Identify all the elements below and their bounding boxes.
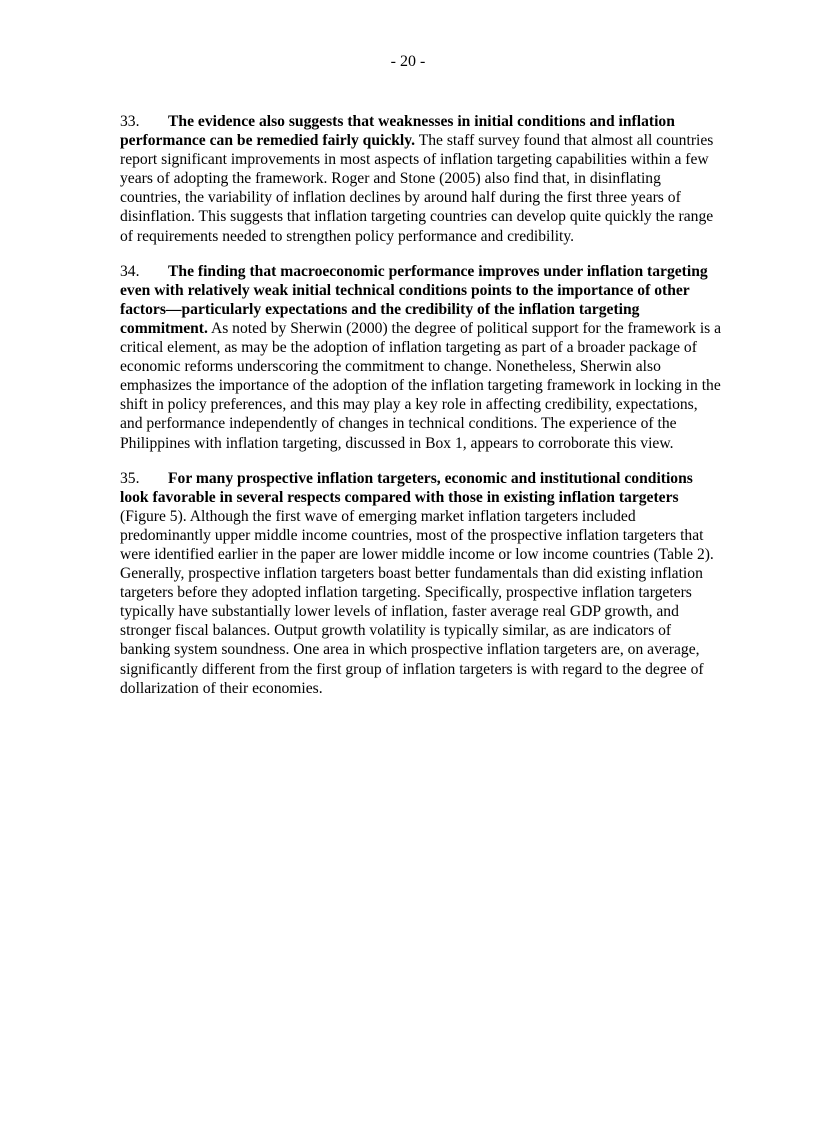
paragraph-34 [120, 262, 723, 453]
paragraph-body: (Figure 5). Although the first wave of emerging market inflation targeters included predominantly upper middle income countries, most of the prospective inflation targeters that were identified earlier in the paper are lower middle income or low income countries (Table 2). Generally, prospective inflation targeters boast better fundamentals than did existing inflation targeters before they adopted inflation targeting. Specifically, prospective inflation targeters typically have substantially lower levels of inflation, faster average real GDP growth, and stronger fiscal balances. Output growth volatility is typically similar, as are indicators of banking system soundness. One area in which prospective inflation targeters are, on average, significantly different from the first group of inflation targeters is with regard to the degree of dollarization of their economies. [120, 507, 714, 697]
page-number: - 20 - [390, 53, 426, 70]
paragraph-number: 35. [120, 469, 140, 487]
paragraph-lead: For many prospective inflation targeters, economic and institutional conditions look favorable in several respects compared with those in existing inflation targeters [120, 469, 693, 506]
paragraph-35 [120, 469, 723, 698]
paragraph-33 [120, 112, 723, 246]
paragraph-body: As noted by Sherwin (2000) the degree of political support for the framework is a critical element, as may be the adoption of inflation targeting as part of a broader package of economic reforms underscoring the commitment to change. Nonetheless, Sherwin also emphasizes the importance of the adoption of the inflation targeting framework in locking in the shift in policy preferences, and this may play a key role in affecting credibility, expectations, and performance independently of changes in technical conditions. The experience of the Philippines with inflation targeting, discussed in Box 1, appears to corroborate this view. [120, 319, 722, 452]
paragraph-number: 33. [120, 113, 140, 130]
paragraph-lead: The evidence also suggests that weaknesses in initial conditions and inflation performance can be remedied fairly quickly. [120, 113, 675, 150]
paragraph-number: 34. [120, 262, 140, 280]
paragraph-body: The staff survey found that almost all countries report significant improvements in most aspects of inflation targeting capabilities within a few years of adopting the framework. Roger and Stone (2005) also find that, in disinflating countries, the variability of inflation declines by around half during the first three years of disinflation. This suggests that inflation targeting countries can develop quite quickly the range of requirements needed to strengthen policy performance and credibility. [120, 132, 714, 245]
document-body [120, 112, 723, 714]
paragraph-lead: The finding that macroeconomic performance improves under inflation targeting even with relatively weak initial technical conditions points to the importance of other factors—particularly expectations and the credibility of the inflation targeting commitment. [120, 262, 708, 337]
